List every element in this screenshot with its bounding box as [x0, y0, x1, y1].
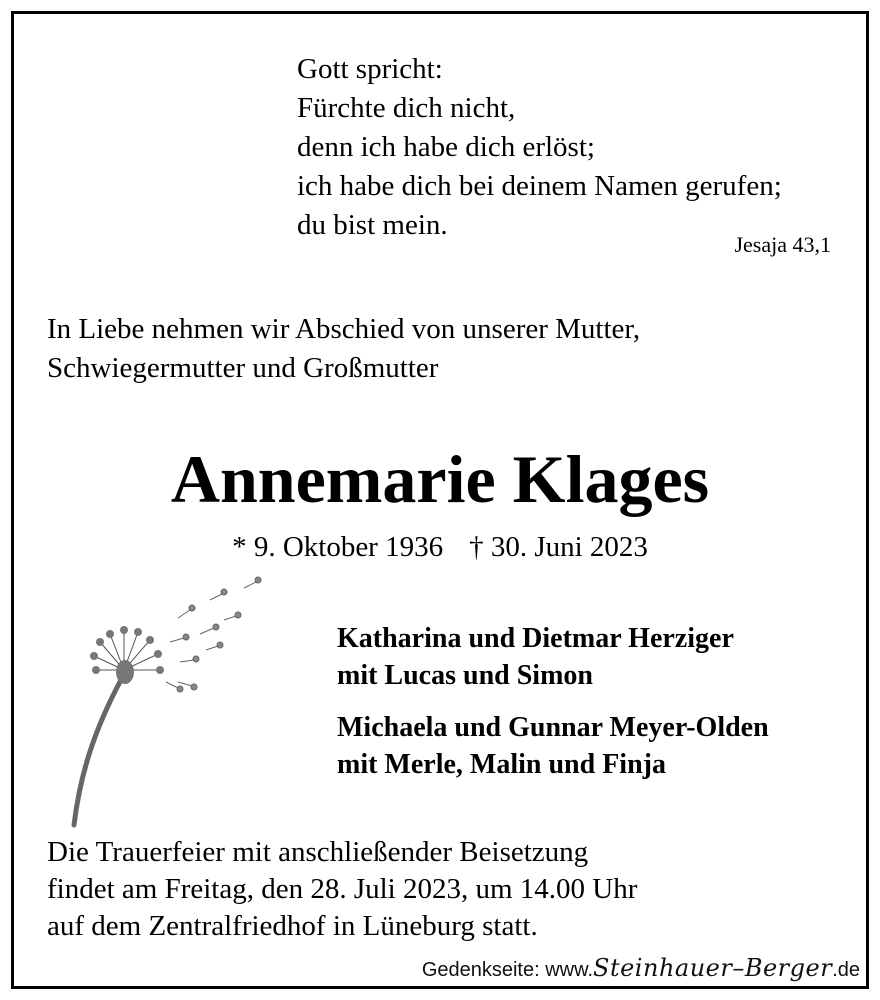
family-children: mit Merle, Malin und Finja — [337, 749, 666, 780]
service-line: auf dem Zentralfriedhof in Lüneburg statt. — [47, 910, 538, 942]
verse-line: Fürchte dich nicht, — [297, 92, 516, 124]
family-group — [337, 709, 769, 783]
deceased-name: Annemarie Klages — [170, 441, 710, 517]
verse-line: ich habe dich bei deinem Namen gerufen; — [297, 170, 782, 202]
intro-line: In Liebe nehmen wir Abschied von unserer Mutter, — [47, 313, 641, 345]
family-group — [337, 620, 734, 694]
verse-reference: Jesaja 43,1 — [734, 232, 831, 257]
family-children: mit Lucas und Simon — [337, 660, 593, 691]
footer-prefix: Gedenkseite: www. — [421, 959, 594, 981]
family-names: Katharina und Dietmar Herziger — [337, 623, 734, 654]
memorial-page-link[interactable] — [422, 954, 860, 982]
family-names: Michaela und Gunnar Meyer-Olden — [337, 712, 769, 743]
verse-line: Gott spricht: — [297, 53, 443, 85]
bible-verse — [297, 50, 782, 245]
service-line: Die Trauerfeier mit anschließender Beisetzung — [47, 836, 589, 868]
birth-date: * 9. Oktober 1936 — [232, 531, 444, 563]
life-dates — [0, 531, 880, 564]
verse-line: du bist mein. — [297, 209, 448, 241]
death-date: † 30. Juni 2023 — [469, 531, 648, 563]
service-line: findet am Freitag, den 28. Juli 2023, um 14.00 Uhr — [47, 873, 638, 905]
funeral-service-info — [47, 834, 637, 945]
intro-line: Schwiegermutter und Großmutter — [47, 352, 439, 384]
farewell-intro — [47, 310, 640, 388]
footer-suffix: .de — [832, 959, 860, 981]
verse-line: denn ich habe dich erlöst; — [297, 131, 595, 163]
steinhauer-berger-logo: Steinhauer–Berger — [593, 954, 833, 982]
dandelion-icon — [60, 570, 290, 835]
